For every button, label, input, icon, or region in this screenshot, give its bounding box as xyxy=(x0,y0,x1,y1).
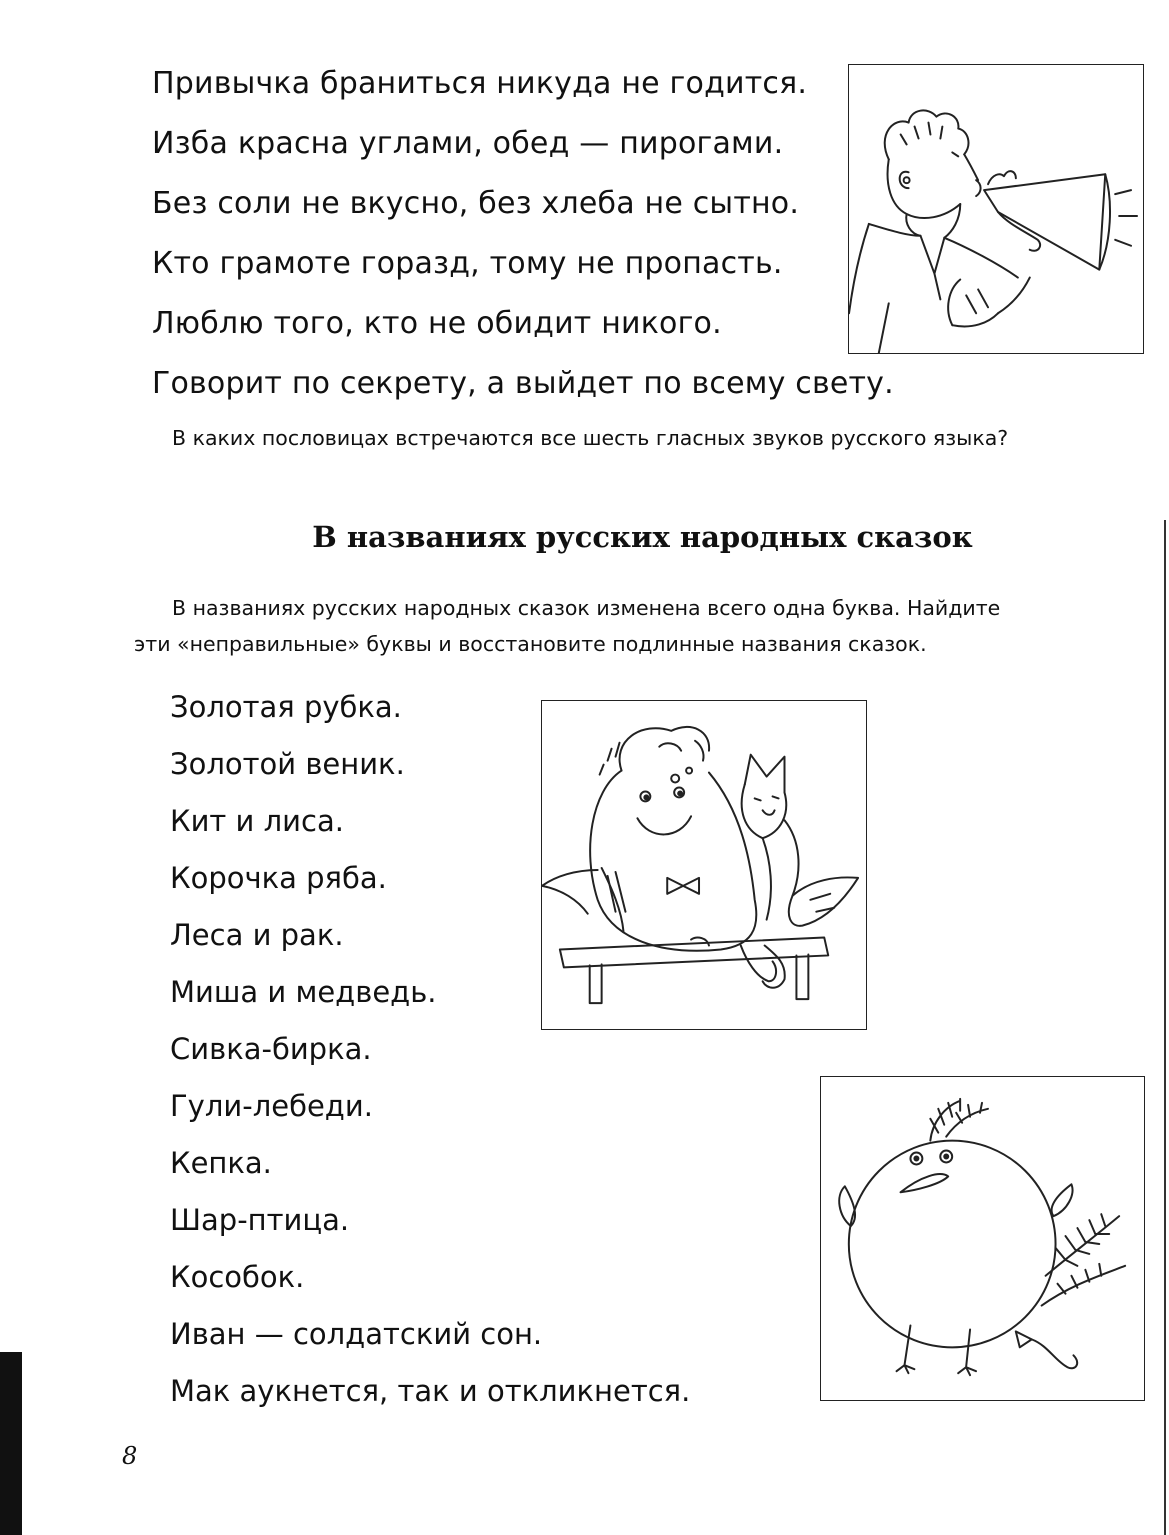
page-number: 8 xyxy=(122,1442,138,1470)
section-intro-line1: В названиях русских народных сказок изменена всего одна буква. Найдите xyxy=(172,596,1001,620)
tale-item: Мак аукнется, так и откликнется. xyxy=(170,1374,691,1408)
tale-item: Иван — солдатский сон. xyxy=(170,1317,543,1351)
proverb-line: Кто грамоте горазд, тому не пропасть. xyxy=(152,246,783,281)
proverb-line: Люблю того, кто не обидит никого. xyxy=(152,306,722,341)
proverb-line: Изба красна углами, обед — пирогами. xyxy=(152,126,784,161)
tale-item: Миша и медведь. xyxy=(170,975,437,1009)
section-intro-line2: эти «неправильные» буквы и восстановите подлинные названия сказок. xyxy=(134,632,927,656)
tale-item: Кепка. xyxy=(170,1146,272,1180)
tale-item: Сивка-бирка. xyxy=(170,1032,372,1066)
tale-item: Гули-лебеди. xyxy=(170,1089,373,1123)
proverb-line: Говорит по секрету, а выйдет по всему свету. xyxy=(152,366,894,401)
tale-item: Золотой веник. xyxy=(170,747,405,781)
boy-with-megaphone-illustration xyxy=(848,64,1144,354)
tale-item: Шар-птица. xyxy=(170,1203,350,1237)
tale-item: Золотая рубка. xyxy=(170,690,402,724)
proverb-line: Привычка браниться никуда не годится. xyxy=(152,66,808,101)
proverb-line: Без соли не вкусно, без хлеба не сытно. xyxy=(152,186,800,221)
scan-right-edge xyxy=(1164,520,1166,1535)
tale-item: Кит и лиса. xyxy=(170,804,344,838)
fish-and-fox-on-bench-illustration xyxy=(541,700,867,1030)
round-bird-illustration xyxy=(820,1076,1145,1401)
tale-item: Леса и рак. xyxy=(170,918,344,952)
tale-item: Корочка ряба. xyxy=(170,861,387,895)
tale-item: Кособок. xyxy=(170,1260,305,1294)
proverbs-question: В каких пословицах встречаются все шесть гласных звуков русского языка? xyxy=(172,426,1009,450)
section-title: В названиях русских народных сказок xyxy=(312,520,973,554)
scan-edge-mark xyxy=(0,1352,22,1535)
